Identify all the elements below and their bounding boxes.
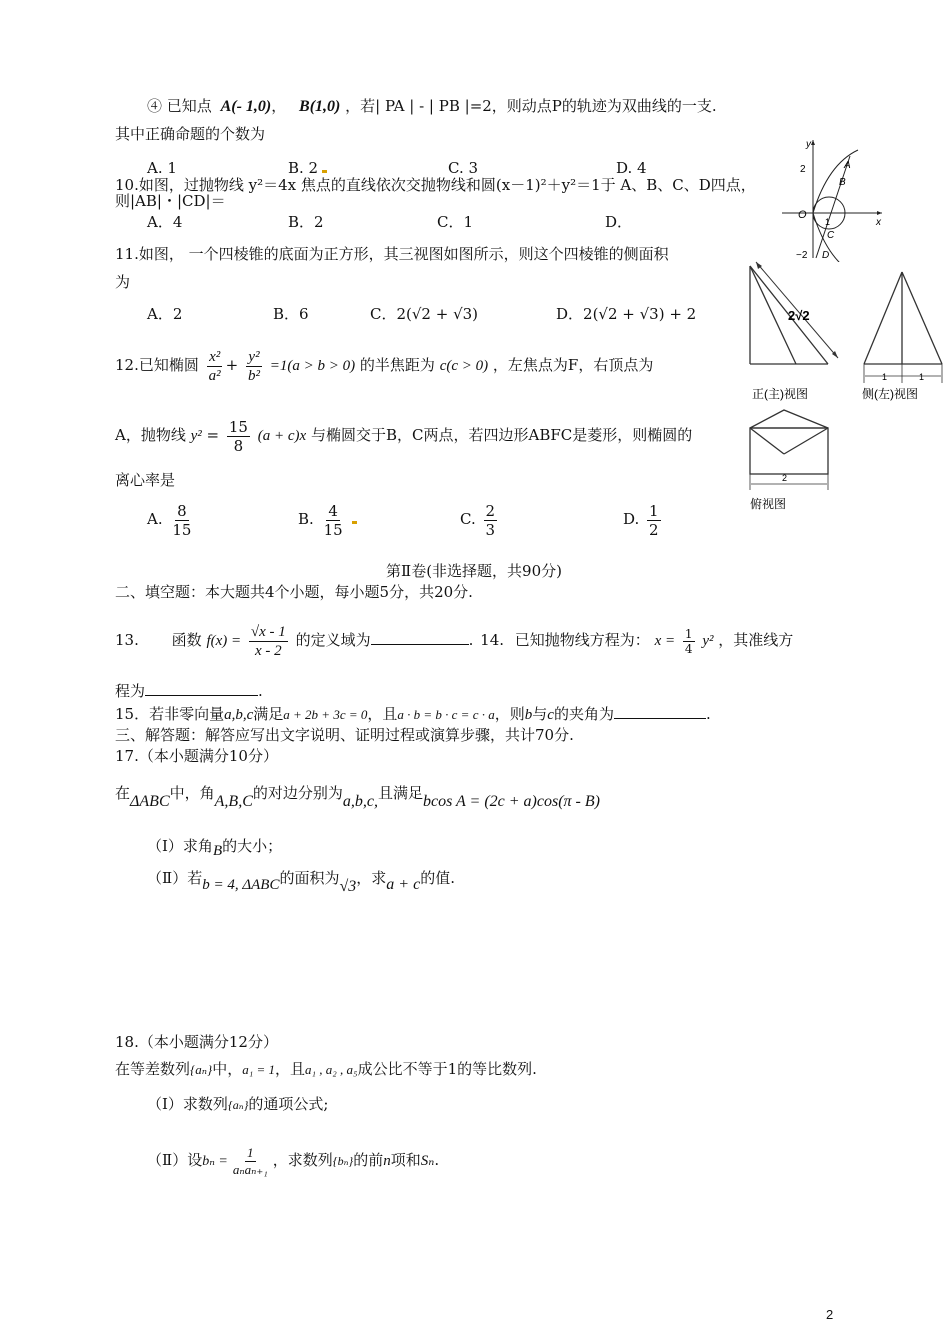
circled-number: ④ bbox=[147, 97, 163, 115]
section3-heading: 三、解答题：解答应写出文字说明、证明过程或演算步骤，共计70分. bbox=[115, 726, 574, 744]
q18-n: n bbox=[383, 1153, 391, 1169]
q18-part2-c: {bₙ} bbox=[332, 1154, 354, 1168]
ellipse-y-term bbox=[246, 348, 262, 385]
q18-stem bbox=[115, 1059, 537, 1080]
opt-b-frac bbox=[322, 502, 345, 539]
q12-line2-c: 与椭圆交于B，C两点，若四边形ABFC是菱形，则椭圆的 bbox=[310, 426, 693, 444]
q18-bn-fraction bbox=[231, 1145, 270, 1178]
opt-a-num: 8 bbox=[177, 501, 187, 520]
top-dim: 2 bbox=[782, 473, 788, 483]
highlight-mark bbox=[352, 521, 357, 524]
q14-line2-text: 程为 bbox=[115, 682, 146, 700]
q15-text-f: 的夹角为 bbox=[553, 705, 614, 723]
opt-b-label: B. bbox=[298, 510, 314, 528]
q17-part1-c: 的大小； bbox=[222, 837, 283, 855]
q14-eq-right: y² bbox=[702, 633, 714, 649]
q17-part2-c: 的面积为 bbox=[279, 869, 340, 887]
q14-answer-blank[interactable] bbox=[145, 681, 258, 696]
q15-b: b bbox=[524, 707, 533, 723]
origin-label: O bbox=[798, 209, 807, 221]
q18-line1-a: 在等差数列 bbox=[115, 1060, 191, 1078]
q15-end: . bbox=[705, 705, 711, 723]
y-label: y bbox=[806, 139, 811, 150]
q10-option-c: C．1 bbox=[437, 213, 474, 231]
q14-fraction bbox=[683, 627, 695, 656]
q12-line3: 离心率是 bbox=[115, 471, 176, 489]
coef-den: 8 bbox=[233, 436, 244, 455]
q18-terms: a₁ , a₂ , a₅ bbox=[305, 1062, 358, 1077]
front-view bbox=[750, 262, 838, 364]
x-label: x bbox=[876, 217, 881, 228]
q17-part2-e: ，求 bbox=[356, 869, 387, 887]
q17-mid: 中，角 bbox=[169, 784, 215, 802]
q18-bn-num: 1 bbox=[247, 1144, 254, 1160]
q15-text-e: 与 bbox=[532, 705, 548, 723]
q14-line2 bbox=[115, 681, 263, 701]
q17-part2-d: √3 bbox=[339, 878, 357, 895]
q13-word: 函数 bbox=[171, 631, 202, 649]
side-view bbox=[864, 272, 942, 383]
q14-eq-left: x = bbox=[654, 633, 676, 649]
q18-part2-b: ，求数列 bbox=[272, 1151, 333, 1169]
q18-part1-c: 的通项公式; bbox=[248, 1095, 329, 1113]
q11-line1: 11.如图， 一个四棱锥的底面为正方形，其三视图如图所示，则这个四棱锥的侧面积 bbox=[115, 245, 669, 263]
q13-tail: 的定义域为 bbox=[295, 631, 371, 649]
q14-den: 4 bbox=[684, 641, 693, 656]
opt-d-frac bbox=[647, 502, 661, 539]
opt-a-frac bbox=[170, 502, 193, 539]
opt-d-den: 2 bbox=[649, 520, 659, 539]
q15-text-c: ，且 bbox=[367, 705, 398, 723]
q11-option-d: D．2(√2 + √3) + 2 bbox=[556, 305, 697, 323]
q12-option-b bbox=[298, 498, 357, 540]
opt-c-num: 2 bbox=[485, 501, 496, 520]
q12-line2-a: A，抛物线 bbox=[115, 426, 186, 444]
q17-part2-g: 的值. bbox=[420, 869, 455, 887]
ellipse-tail: =1(a > b > 0) bbox=[269, 358, 356, 374]
q9-option-b-label: B. 2 bbox=[288, 159, 319, 177]
opt-c-label: C. bbox=[460, 510, 476, 528]
x2: x² bbox=[209, 348, 221, 365]
q12-option-c bbox=[460, 498, 500, 540]
q12-line2: A，抛物线 y² = $\frac{15}{8}$ (a + c)x 与椭圆交于B，C两点，若四边形ABFC是菱形，则椭圆的 bbox=[115, 417, 693, 455]
q11-option-c: C．2(√2 + √3) bbox=[370, 305, 479, 323]
point-d-label: D bbox=[822, 250, 830, 261]
page-number: 2 bbox=[826, 1307, 834, 1322]
q9-question: 其中正确命题的个数为 bbox=[115, 125, 266, 143]
q13-fx: f(x) = bbox=[206, 633, 242, 649]
q17-mid3: 且满足 bbox=[377, 784, 423, 802]
y2: y² bbox=[248, 348, 260, 365]
q15 bbox=[115, 704, 711, 725]
q17-condition: bcos A = (2c + a)cos(π - B) bbox=[423, 793, 600, 810]
q14-label: 14. bbox=[480, 631, 505, 649]
q10-option-d: D． bbox=[605, 213, 633, 231]
q14-text: 已知抛物线方程为： bbox=[514, 631, 650, 649]
q15-text-d: ，则 bbox=[494, 705, 525, 723]
point-b-label: B bbox=[839, 177, 846, 188]
q9-option-a: A. 1 bbox=[147, 159, 177, 177]
q18-an: {aₙ} bbox=[190, 1062, 213, 1077]
q11-option-b: B．6 bbox=[273, 305, 309, 323]
q14-end: . bbox=[258, 682, 263, 700]
side-dim-left: 1 bbox=[882, 372, 888, 382]
q14-num: 1 bbox=[684, 626, 693, 641]
q11-option-a: A．2 bbox=[147, 305, 183, 323]
opt-b-den: 15 bbox=[323, 520, 343, 539]
q15-vectors: a,b,c bbox=[224, 707, 254, 723]
q18-a1: a₁ = 1 bbox=[242, 1062, 275, 1077]
parabola-y2: y² bbox=[190, 428, 202, 444]
three-views-figure bbox=[744, 258, 950, 518]
q17-part1 bbox=[147, 836, 282, 861]
opt-d-label: D. bbox=[623, 510, 640, 528]
b2: b² bbox=[247, 367, 260, 384]
a2: a² bbox=[208, 367, 221, 384]
q11-line2: 为 bbox=[115, 273, 131, 291]
tick-2-label: 2 bbox=[800, 164, 806, 175]
q13-label: 13. bbox=[115, 631, 139, 649]
opt-b-num: 4 bbox=[328, 501, 338, 520]
q12-line1: 12.已知椭圆 $\frac{\text{x²}}{\text{a²}}$ + $\frac{\text{y²}}{\text{b²}}$ =1(a > b > 0) 的半焦距为 c(c > 0) ，左焦点为F，右顶点为 bbox=[115, 348, 654, 384]
q18-line1-c: ，且 bbox=[275, 1060, 306, 1078]
q10-line2: 则|AB|・|CD|＝ bbox=[115, 192, 226, 210]
q18-part1-b: {aₙ} bbox=[227, 1098, 249, 1112]
q15-c: c bbox=[547, 707, 554, 723]
tick-1-label: 1 bbox=[825, 217, 831, 227]
q17-part2 bbox=[147, 864, 455, 901]
q12-option-a bbox=[147, 498, 196, 540]
q14-tail: ，其准线方 bbox=[718, 631, 794, 649]
q15-answer-blank[interactable] bbox=[614, 704, 706, 719]
opt-a-label: A. bbox=[147, 510, 163, 528]
opt-c-den: 3 bbox=[485, 520, 496, 539]
coef-num: 15 bbox=[228, 417, 248, 436]
q13-den: x - 2 bbox=[255, 642, 282, 659]
side-dim-right: 1 bbox=[919, 372, 925, 382]
q17-sides: a,b,c, bbox=[342, 793, 378, 810]
q17-part1-b: B bbox=[212, 843, 223, 859]
q12-intro: 12.已知椭圆 bbox=[115, 356, 199, 374]
q13 bbox=[115, 618, 793, 663]
q13-answer-blank[interactable] bbox=[371, 630, 469, 645]
q15-text-a: 15．若非零向量 bbox=[115, 705, 225, 723]
q17-triangle: ΔABC bbox=[130, 793, 170, 810]
q17-angles: A,B,C bbox=[214, 793, 253, 810]
q18-part1 bbox=[147, 1094, 328, 1115]
q12-tail: ，左焦点为F，右顶点为 bbox=[492, 356, 654, 374]
q15-eq1: a + 2b + 3c = 0 bbox=[283, 707, 368, 722]
q9-option-d: D. 4 bbox=[616, 159, 647, 177]
q9-item4-text-a: 已知点 bbox=[166, 97, 212, 115]
q18-part2-f: . bbox=[434, 1151, 440, 1169]
q18-part2-d: 的前 bbox=[353, 1151, 384, 1169]
q18-line1-b: 中， bbox=[212, 1060, 243, 1078]
q18-title: 18.（本小题满分12分） bbox=[115, 1033, 278, 1051]
highlight-mark bbox=[322, 170, 327, 173]
c-condition: c(c > 0) bbox=[439, 358, 489, 374]
opt-a-den: 15 bbox=[172, 520, 192, 539]
section2-heading: 二、填空题：本大题共4个小题，每小题5分，共20分. bbox=[115, 583, 473, 601]
opt-d-num: 1 bbox=[649, 501, 659, 520]
q10-line1: 10.如图，过抛物线 y²＝4x 焦点的直线依次交抛物线和圆(x－1)²＋y²＝1于 A、B、C、D四点， bbox=[115, 176, 756, 194]
q9-item4-text-b: ，若| PA | - | PB |=2，则动点P的轨迹为双曲线的一支. bbox=[345, 97, 717, 115]
front-view-label: 正(主)视图 bbox=[752, 387, 808, 401]
point-a-label: A bbox=[844, 160, 851, 171]
point-a: A(- 1,0) bbox=[220, 98, 272, 115]
ellipse-x-term bbox=[207, 348, 223, 385]
parabola-circle-figure bbox=[778, 134, 888, 262]
q18-bn-den: aₙaₙ₊₁ bbox=[232, 1161, 268, 1177]
q18-part2-a: （Ⅱ）设 bbox=[147, 1151, 203, 1169]
point-c-label: C bbox=[827, 230, 835, 241]
q10-option-a: A．4 bbox=[147, 213, 183, 231]
q17-part1-a: （Ⅰ）求角 bbox=[147, 837, 213, 855]
q17-part2-b: b = 4, ΔABC bbox=[202, 877, 280, 893]
q10-option-b: B．2 bbox=[288, 213, 324, 231]
tick-neg2-label: −2 bbox=[796, 250, 808, 261]
q17-stem bbox=[115, 782, 600, 813]
top-view bbox=[750, 410, 828, 490]
q18-part2-e: 项和 bbox=[390, 1151, 421, 1169]
q9-option-c: C. 3 bbox=[448, 159, 479, 177]
q13-dot: . bbox=[468, 631, 474, 649]
q17-title: 17.（本小题满分10分） bbox=[115, 747, 278, 765]
side-view-label: 侧(左)视图 bbox=[862, 387, 918, 401]
q18-sn: Sₙ bbox=[420, 1153, 435, 1169]
point-b: B(1,0) bbox=[299, 98, 341, 115]
q18-bn: bₙ = bbox=[202, 1154, 228, 1169]
q17-in: 在 bbox=[115, 784, 131, 802]
parabola-coefficient bbox=[227, 418, 250, 455]
opt-c-frac bbox=[484, 502, 498, 539]
q17-part2-f: a + c bbox=[386, 876, 421, 893]
top-view-label: 俯视图 bbox=[750, 497, 787, 511]
q15-text-b: 满足 bbox=[253, 705, 284, 723]
q13-num: √x - 1 bbox=[250, 623, 286, 640]
slant-dimension: 2√2 bbox=[788, 308, 810, 323]
q9-item4: ④ 已知点 A(- 1,0)， B(1,0) ，若| PA | - | PB |=2，则动点P的轨迹为双曲线的一支. bbox=[147, 97, 717, 115]
q12-mid: 的半焦距为 bbox=[359, 356, 435, 374]
q12-option-d bbox=[623, 498, 664, 540]
q13-fraction bbox=[249, 623, 288, 660]
q12-line2-b: (a + c)x bbox=[257, 428, 307, 444]
q18-part2 bbox=[147, 1140, 439, 1182]
part2-title: 第Ⅱ卷(非选择题，共90分) bbox=[386, 562, 562, 580]
q18-part1-a: （Ⅰ）求数列 bbox=[147, 1095, 228, 1113]
q18-line1-d: 成公比不等于1的等比数列. bbox=[357, 1060, 537, 1078]
q17-mid2: 的对边分别为 bbox=[252, 784, 343, 802]
q17-part2-a: （Ⅱ）若 bbox=[147, 869, 203, 887]
q15-eq2: a · b = b · c = c · a bbox=[397, 707, 495, 722]
